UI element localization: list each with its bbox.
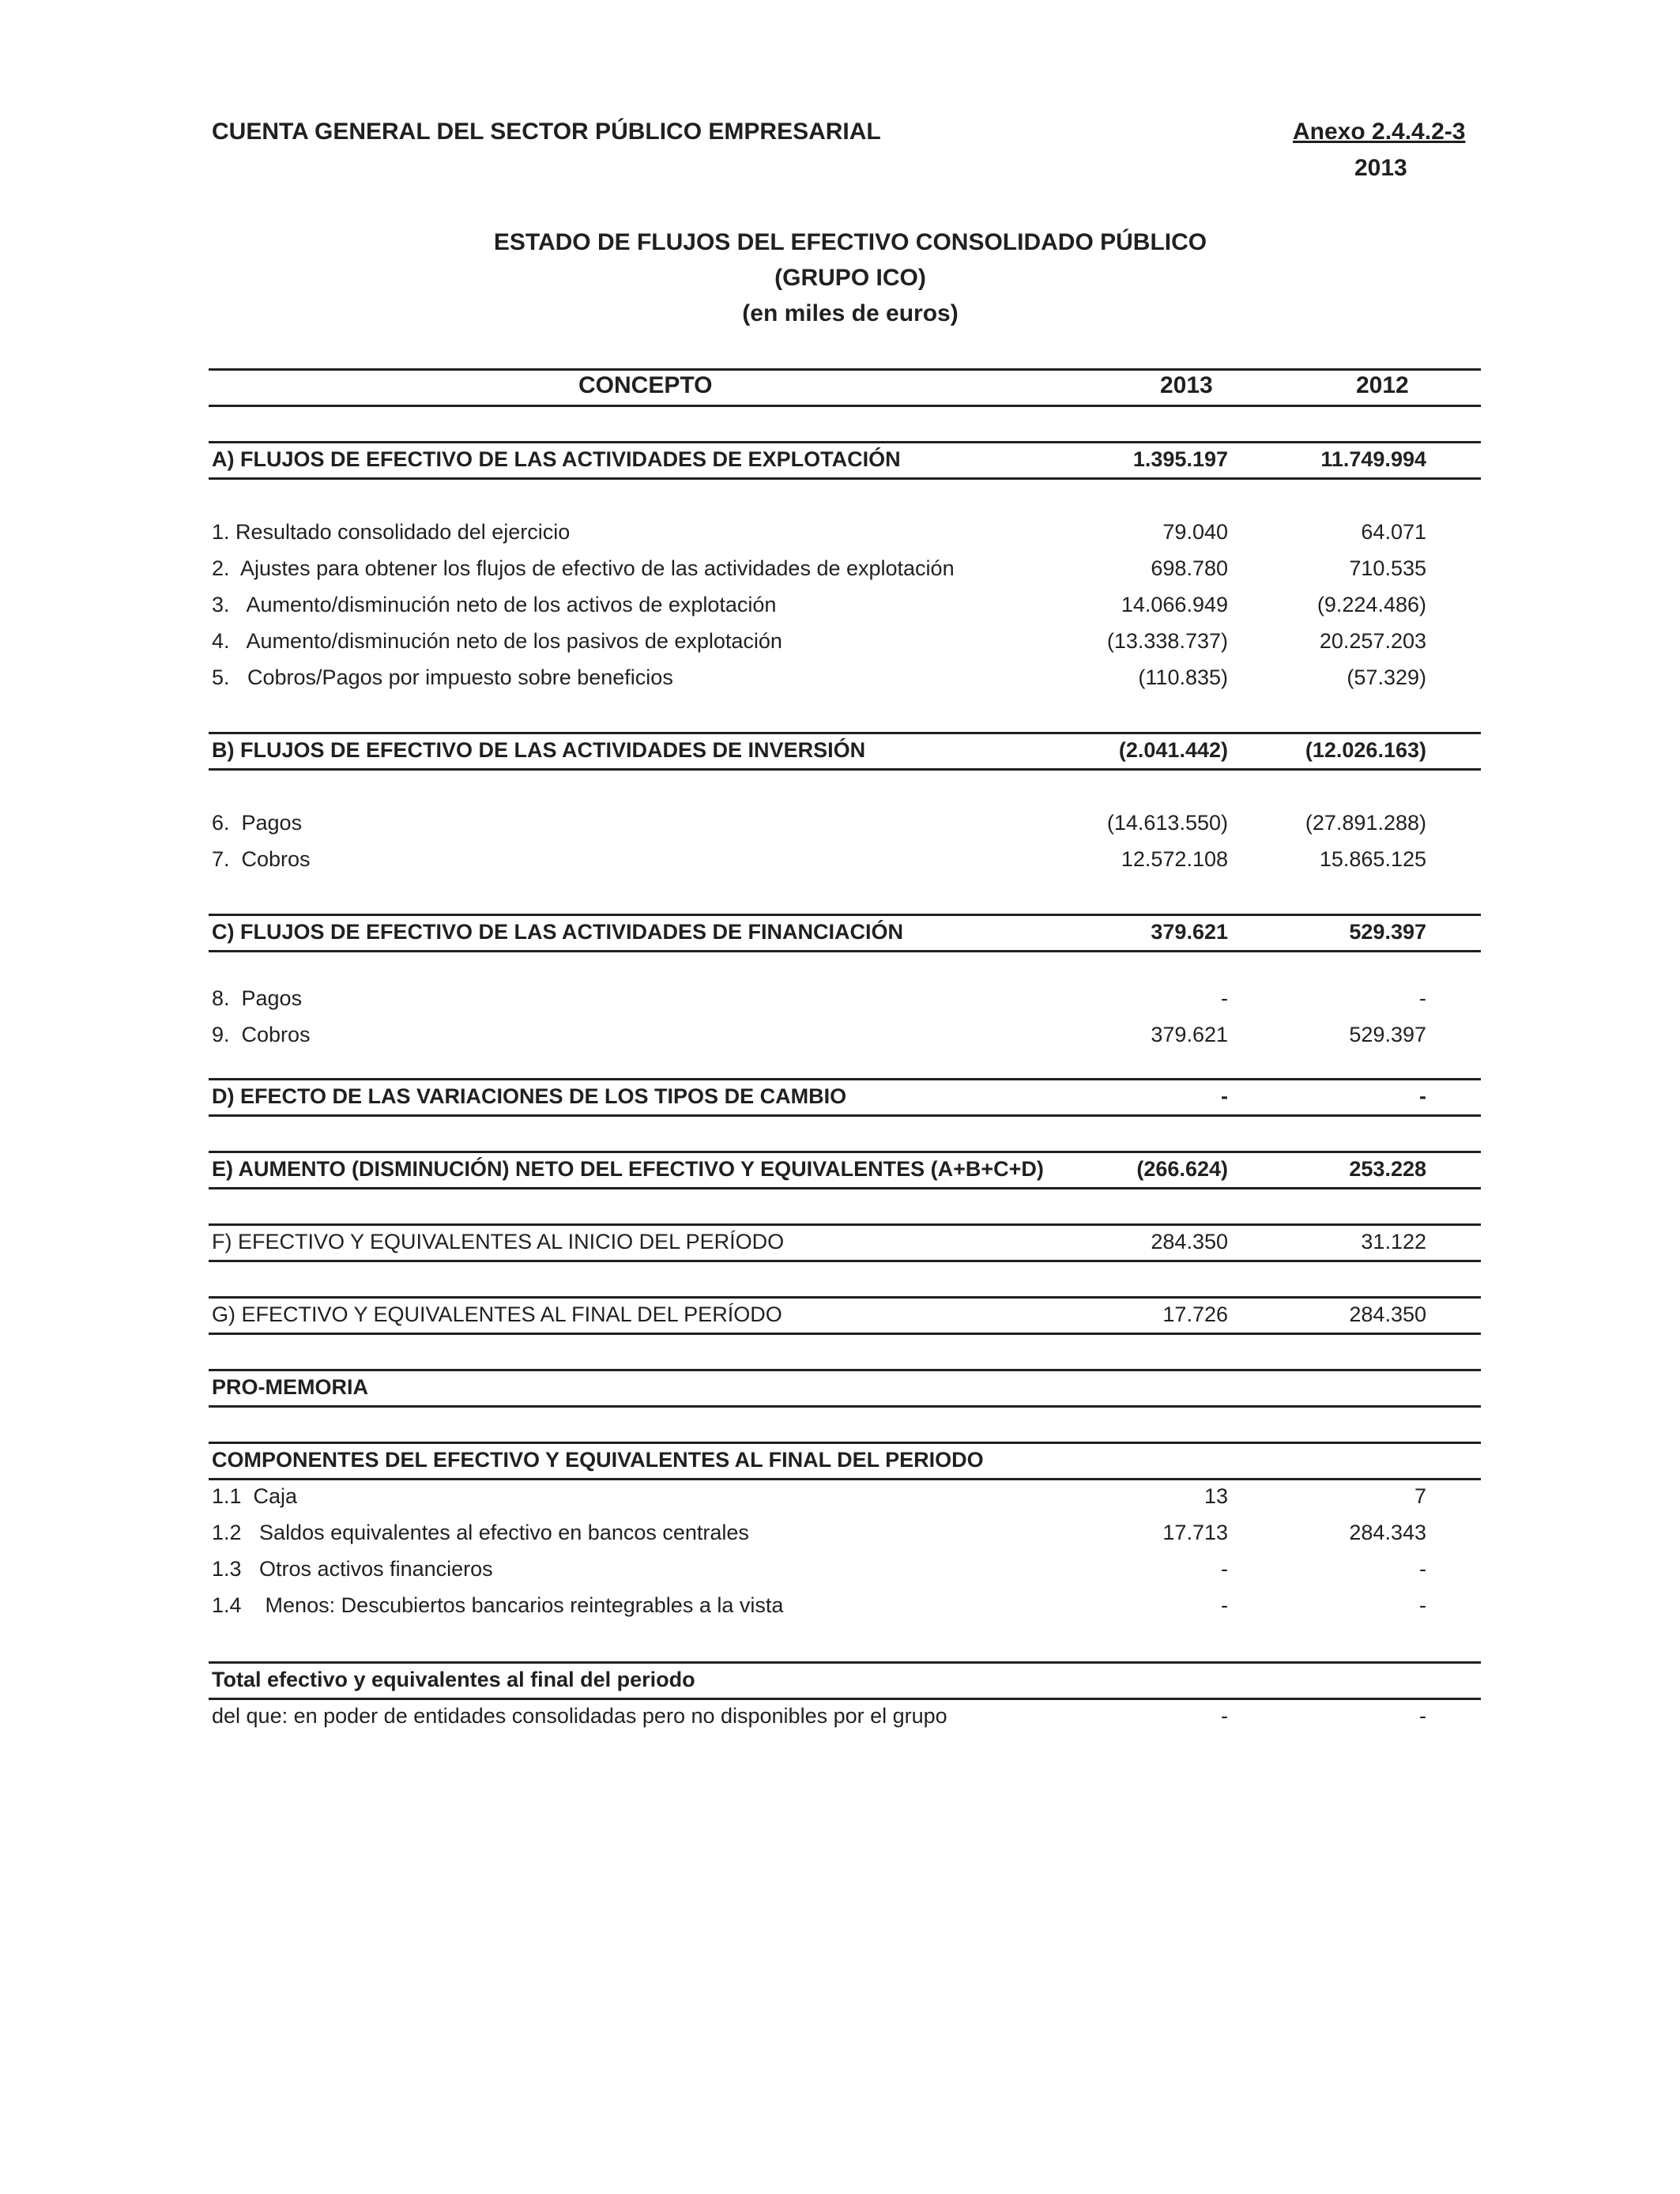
table-row [212, 1551, 1478, 1587]
value-2013: (14.613.550) [1106, 811, 1228, 835]
value-2012: 31.122 [1361, 1230, 1426, 1253]
value-2012: 710.535 [1349, 556, 1426, 580]
value-2013: (13.338.737) [1106, 629, 1228, 653]
value-2013: 284.350 [1151, 1230, 1228, 1253]
report-header: CUENTA GENERAL DEL SECTOR PÚBLICO EMPRESARIAL [212, 119, 881, 145]
row-label: A) FLUJOS DE EFECTIVO DE LAS ACTIVIDADES DE EXPLOTACIÓN [212, 447, 901, 471]
row-label: 5. Cobros/Pagos por impuesto sobre beneficios [212, 665, 673, 689]
row-label: F) EFECTIVO Y EQUIVALENTES AL INICIO DEL PERÍODO [212, 1230, 785, 1253]
table-row [212, 841, 1478, 877]
row-label: B) FLUJOS DE EFECTIVO DE LAS ACTIVIDADES DE INVERSIÓN [212, 738, 866, 762]
value-2012: - [1419, 1593, 1426, 1617]
divider-line [209, 1260, 1481, 1262]
table-row [212, 1587, 1478, 1623]
document-units: (en miles de euros) [742, 300, 959, 326]
row-label: 1.4 Menos: Descubiertos bancarios reintegrables a la vista [212, 1593, 784, 1617]
value-2013: 12.572.108 [1121, 847, 1228, 871]
value-2012: 253.228 [1349, 1157, 1426, 1181]
column-header-2013: 2013 [1160, 372, 1213, 398]
value-2013: 17.726 [1162, 1302, 1228, 1326]
value-2012: 284.350 [1349, 1302, 1426, 1326]
row-label: 8. Pagos [212, 986, 303, 1010]
table-row-section-a [212, 441, 1478, 477]
value-2012: 529.397 [1349, 920, 1426, 944]
value-2013: (266.624) [1136, 1157, 1228, 1181]
annex-reference: Anexo 2.4.4.2-3 [1293, 119, 1466, 145]
row-label: COMPONENTES DEL EFECTIVO Y EQUIVALENTES AL FINAL DEL PERIODO [212, 1448, 984, 1472]
row-label: del que: en poder de entidades consolidadas pero no disponibles por el grupo [212, 1704, 947, 1728]
document-subtitle: (GRUPO ICO) [774, 265, 926, 291]
value-2012: (57.329) [1347, 665, 1426, 689]
row-label: G) EFECTIVO Y EQUIVALENTES AL FINAL DEL PERÍODO [212, 1302, 782, 1326]
table-row-section-c [212, 914, 1478, 950]
table-row-total [212, 1661, 1478, 1698]
value-2012: - [1419, 1084, 1426, 1108]
value-2013: (2.041.442) [1118, 738, 1228, 762]
value-2013: 698.780 [1151, 556, 1228, 580]
row-label: 1.2 Saldos equivalentes al efectivo en bancos centrales [212, 1521, 749, 1544]
divider-line [209, 368, 1481, 371]
table-row [212, 1698, 1478, 1734]
table-row-section-g [212, 1296, 1478, 1333]
row-label: 9. Cobros [212, 1023, 311, 1046]
row-label: 4. Aumento/disminución neto de los pasivos de explotación [212, 629, 782, 653]
table-row [212, 805, 1478, 841]
table-row [212, 1478, 1478, 1514]
divider-line [209, 1405, 1481, 1408]
value-2012: 11.749.994 [1320, 447, 1426, 471]
header-year: 2013 [1354, 155, 1407, 181]
value-2013: 1.395.197 [1132, 447, 1228, 471]
value-2013: 79.040 [1162, 520, 1228, 544]
divider-line [209, 1187, 1481, 1189]
value-2012: 64.071 [1361, 520, 1426, 544]
value-2013: 379.621 [1151, 1023, 1228, 1046]
value-2012: 529.397 [1349, 1023, 1426, 1046]
row-label: E) AUMENTO (DISMINUCIÓN) NETO DEL EFECTIVO Y EQUIVALENTES (A+B+C+D) [212, 1157, 1044, 1181]
column-header-concepto: CONCEPTO [578, 372, 713, 398]
value-2013: 379.621 [1151, 920, 1228, 944]
value-2013: 14.066.949 [1121, 593, 1228, 616]
value-2013: 13 [1203, 1484, 1228, 1508]
value-2012: 7 [1414, 1484, 1426, 1508]
document-title: ESTADO DE FLUJOS DEL EFECTIVO CONSOLIDADO PÚBLICO [493, 229, 1207, 255]
row-label: 3. Aumento/disminución neto de los activos de explotación [212, 593, 777, 616]
value-2012: 284.343 [1349, 1521, 1426, 1544]
table-row [212, 550, 1478, 586]
row-label: 7. Cobros [212, 847, 311, 871]
divider-line [209, 405, 1481, 407]
table-row-components [212, 1442, 1478, 1478]
value-2013: - [1221, 986, 1228, 1010]
divider-line [209, 1333, 1481, 1335]
value-2013: - [1221, 1557, 1228, 1581]
value-2013: - [1221, 1084, 1228, 1108]
row-label: Total efectivo y equivalentes al final del periodo [212, 1668, 695, 1691]
value-2013: - [1221, 1593, 1228, 1617]
row-label: C) FLUJOS DE EFECTIVO DE LAS ACTIVIDADES DE FINANCIACIÓN [212, 920, 904, 944]
row-label: 1.1 Caja [212, 1484, 298, 1508]
table-row [212, 659, 1478, 696]
table-row-section-f [212, 1223, 1478, 1260]
value-2012: 15.865.125 [1319, 847, 1426, 871]
table-row-pro-memoria [212, 1369, 1478, 1405]
column-header-2012: 2012 [1356, 372, 1409, 398]
table-row [212, 514, 1478, 550]
value-2012: - [1419, 986, 1426, 1010]
value-2012: (12.026.163) [1305, 738, 1426, 762]
table-row [212, 623, 1478, 659]
table-row [212, 1016, 1478, 1053]
row-label: 1.3 Otros activos financieros [212, 1557, 493, 1581]
table-row-section-e [212, 1151, 1478, 1187]
value-2013: 17.713 [1162, 1521, 1228, 1544]
value-2012: - [1419, 1704, 1426, 1728]
row-label: D) EFECTO DE LAS VARIACIONES DE LOS TIPOS DE CAMBIO [212, 1084, 847, 1108]
table-row [212, 1514, 1478, 1551]
table-row-section-d [212, 1078, 1478, 1114]
value-2013: (110.835) [1138, 665, 1228, 689]
value-2012: (9.224.486) [1317, 593, 1426, 616]
divider-line [209, 477, 1481, 480]
row-label: 2. Ajustes para obtener los flujos de efectivo de las actividades de explotación [212, 556, 955, 580]
row-label: 6. Pagos [212, 811, 303, 835]
table-row-section-b [212, 732, 1478, 768]
row-label: 1. Resultado consolidado del ejercicio [212, 520, 571, 544]
row-label: PRO-MEMORIA [212, 1375, 368, 1399]
value-2013: - [1221, 1704, 1228, 1728]
value-2012: (27.891.288) [1305, 811, 1426, 835]
table-row [212, 980, 1478, 1016]
value-2012: - [1419, 1557, 1426, 1581]
divider-line [209, 1114, 1481, 1117]
divider-line [209, 768, 1481, 771]
table-row [212, 586, 1478, 623]
divider-line [209, 950, 1481, 952]
value-2012: 20.257.203 [1319, 629, 1426, 653]
